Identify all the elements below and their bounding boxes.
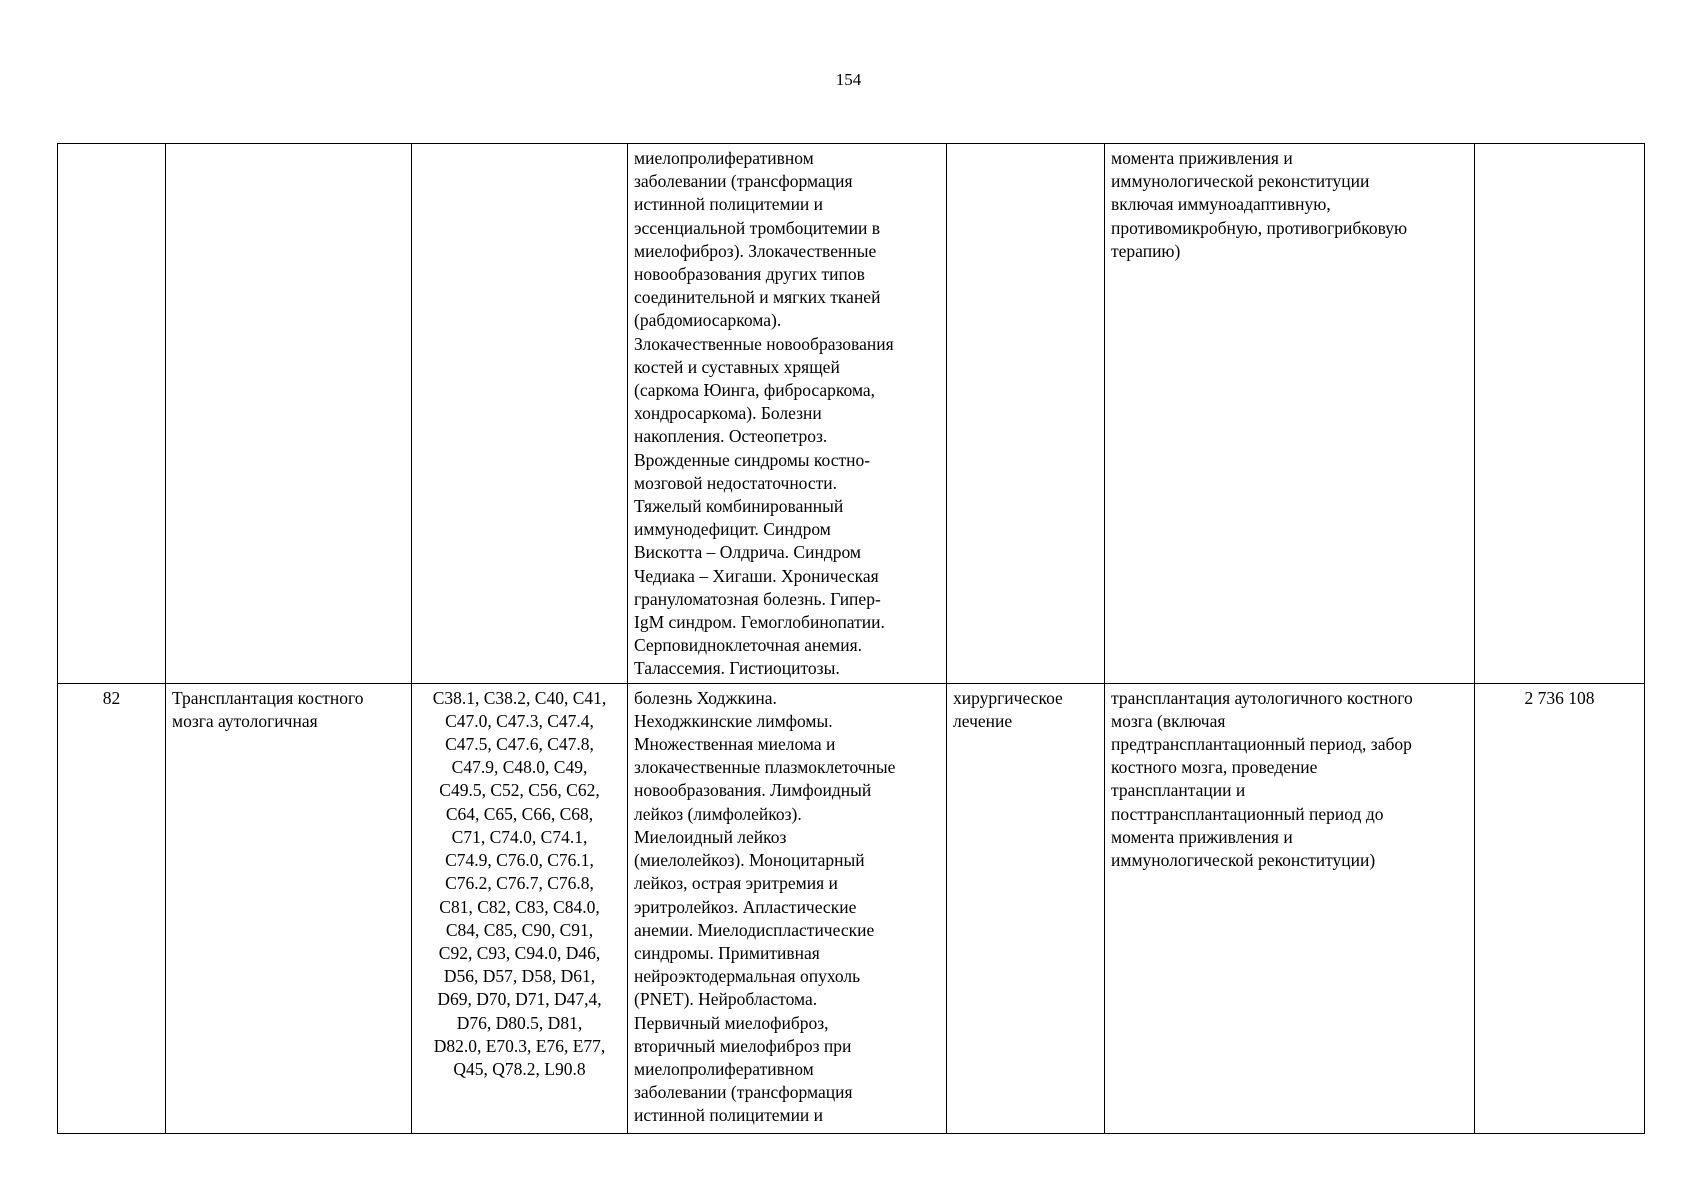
text-line: Талассемия. Гистиоцитозы. [634, 658, 840, 679]
text-line: эссенциальной тромбоцитемии в [634, 217, 880, 238]
text-line: заболевании (трансформация [634, 171, 853, 192]
cell-number [58, 144, 166, 684]
cell-cost [1475, 144, 1645, 684]
text-line: костей и суставных хрящей [634, 356, 840, 377]
text-line: противомикробную, противогрибковую [1111, 217, 1408, 238]
text-line: накопления. Остеопетроз. [634, 426, 828, 447]
text-line: C49.5, C52, C56, C62, [439, 780, 600, 801]
text-line: момента приживления и [1111, 826, 1293, 847]
text-line: Вискотта – Олдрича. Синдром [634, 542, 861, 563]
text-line: C74.9, C76.0, C76.1, [445, 850, 594, 871]
text-line: лейкоз, острая эритремия и [634, 873, 838, 894]
text-line: Тяжелый комбинированный [634, 496, 844, 517]
text-line: C47.0, C47.3, C47.4, [445, 710, 594, 731]
text-line: мозговой недостаточности. [634, 472, 838, 493]
text-line: D76, D80.5, D81, [456, 1012, 583, 1033]
text-line: Первичный миелофиброз, [634, 1012, 829, 1033]
text-line: анемии. Миелодиспластические [634, 919, 875, 940]
text-line: Q45, Q78.2, L90.8 [453, 1058, 586, 1079]
text-line: C47.9, C48.0, C49, [451, 757, 588, 778]
text-line: IgM синдром. Гемоглобинопатии. [634, 612, 885, 633]
text-line: Миелоидный лейкоз [634, 826, 787, 847]
text-line: посттрансплантационный период до [1111, 803, 1384, 824]
text-line: Множественная миелома и [634, 734, 836, 755]
text-line: D56, D57, D58, D61, [443, 966, 596, 987]
cell-treatment-method [1105, 144, 1475, 684]
cell-treatment-type [947, 144, 1105, 684]
text-line: Трансплантация костного [172, 687, 364, 708]
cell-treatment-type [947, 683, 1105, 1133]
cell-procedure-name [166, 683, 412, 1133]
text-line: (PNET). Нейробластома. [634, 989, 818, 1010]
text-line: эритролейкоз. Апластические [634, 896, 857, 917]
table-row [58, 144, 1645, 684]
cell-number: 82 [58, 683, 166, 1133]
text-line: C71, C74.0, C74.1, [451, 826, 588, 847]
cell-icd-codes [412, 683, 628, 1133]
text-line: миелопролиферативном [634, 1058, 814, 1079]
cell-procedure-name [166, 144, 412, 684]
text-line: C76.2, C76.7, C76.8, [445, 873, 594, 894]
cell-disease-model [628, 683, 947, 1133]
text-line: вторичный миелофиброз при [634, 1035, 852, 1056]
text-line: Серповидноклеточная анемия. [634, 635, 863, 656]
text-line: трансплантация аутологичного костного [1111, 687, 1413, 708]
text-line: заболевании (трансформация [634, 1082, 853, 1103]
cell-cost: 2 736 108 [1475, 683, 1645, 1133]
text-line: трансплантации и [1111, 780, 1246, 801]
text-line: (саркома Юинга, фибросаркома, [634, 380, 876, 401]
text-line: лечение [953, 710, 1013, 731]
text-line: C92, C93, C94.0, D46, [438, 942, 601, 963]
text-line: грануломатозная болезнь. Гипер- [634, 588, 881, 609]
text-line: истинной полицитемии и [634, 194, 824, 215]
text-line: Врожденные синдромы костно- [634, 449, 871, 470]
text-line: (рабдомиосаркома). [634, 310, 782, 331]
text-line: соединительной и мягких тканей [634, 287, 881, 308]
text-line: злокачественные плазмоклеточные [634, 757, 896, 778]
text-line: D69, D70, D71, D47,4, [437, 989, 602, 1010]
text-line: D82.0, E70.3, E76, E77, [433, 1035, 606, 1056]
text-line: Чедиака – Хигаши. Хроническая [634, 565, 879, 586]
text-line: лейкоз (лимфолейкоз). [634, 803, 802, 824]
text-line: иммунодефицит. Синдром [634, 519, 831, 540]
text-line: новообразования. Лимфоидный [634, 780, 872, 801]
page-number: 154 [835, 70, 862, 89]
text-line: C38.1, C38.2, C40, C41, [432, 687, 607, 708]
text-line: иммунологической реконституции [1111, 171, 1370, 192]
text-line: C47.5, C47.6, C47.8, [445, 734, 594, 755]
text-line: костного мозга, проведение [1111, 757, 1318, 778]
text-line: новообразования других типов [634, 264, 865, 285]
text-line: миелопролиферативном [634, 148, 814, 168]
text-line: хондросаркома). Болезни [634, 403, 822, 424]
text-line: мозга аутологичная [172, 710, 318, 731]
text-line: C81, C82, C83, C84.0, [439, 896, 600, 917]
text-line: миелофиброз). Злокачественные [634, 240, 877, 261]
text-line: иммунологической реконституции) [1111, 850, 1376, 871]
text-line: (миелолейкоз). Моноцитарный [634, 850, 865, 871]
text-line: C64, C65, C66, C68, [445, 803, 594, 824]
text-line: синдромы. Примитивная [634, 942, 820, 963]
cell-treatment-method [1105, 683, 1475, 1133]
text-line: мозга (включая [1111, 710, 1226, 731]
text-line: истинной полицитемии и [634, 1105, 824, 1126]
text-line: терапию) [1111, 240, 1181, 261]
medical-procedures-table [57, 143, 1645, 1134]
text-line: включая иммуноадаптивную, [1111, 194, 1331, 215]
text-line: Неходжкинские лимфомы. [634, 710, 833, 731]
text-line: Злокачественные новообразования [634, 333, 894, 354]
text-line: хирургическое [953, 687, 1063, 708]
text-line: болезнь Ходжкина. [634, 687, 777, 708]
cell-disease-model [628, 144, 947, 684]
text-line: момента приживления и [1111, 148, 1293, 168]
text-line: предтрансплантационный период, забор [1111, 734, 1412, 755]
text-line: C84, C85, C90, C91, [445, 919, 594, 940]
cell-icd-codes [412, 144, 628, 684]
table-row [58, 683, 1645, 1133]
text-line: нейроэктодермальная опухоль [634, 966, 861, 987]
